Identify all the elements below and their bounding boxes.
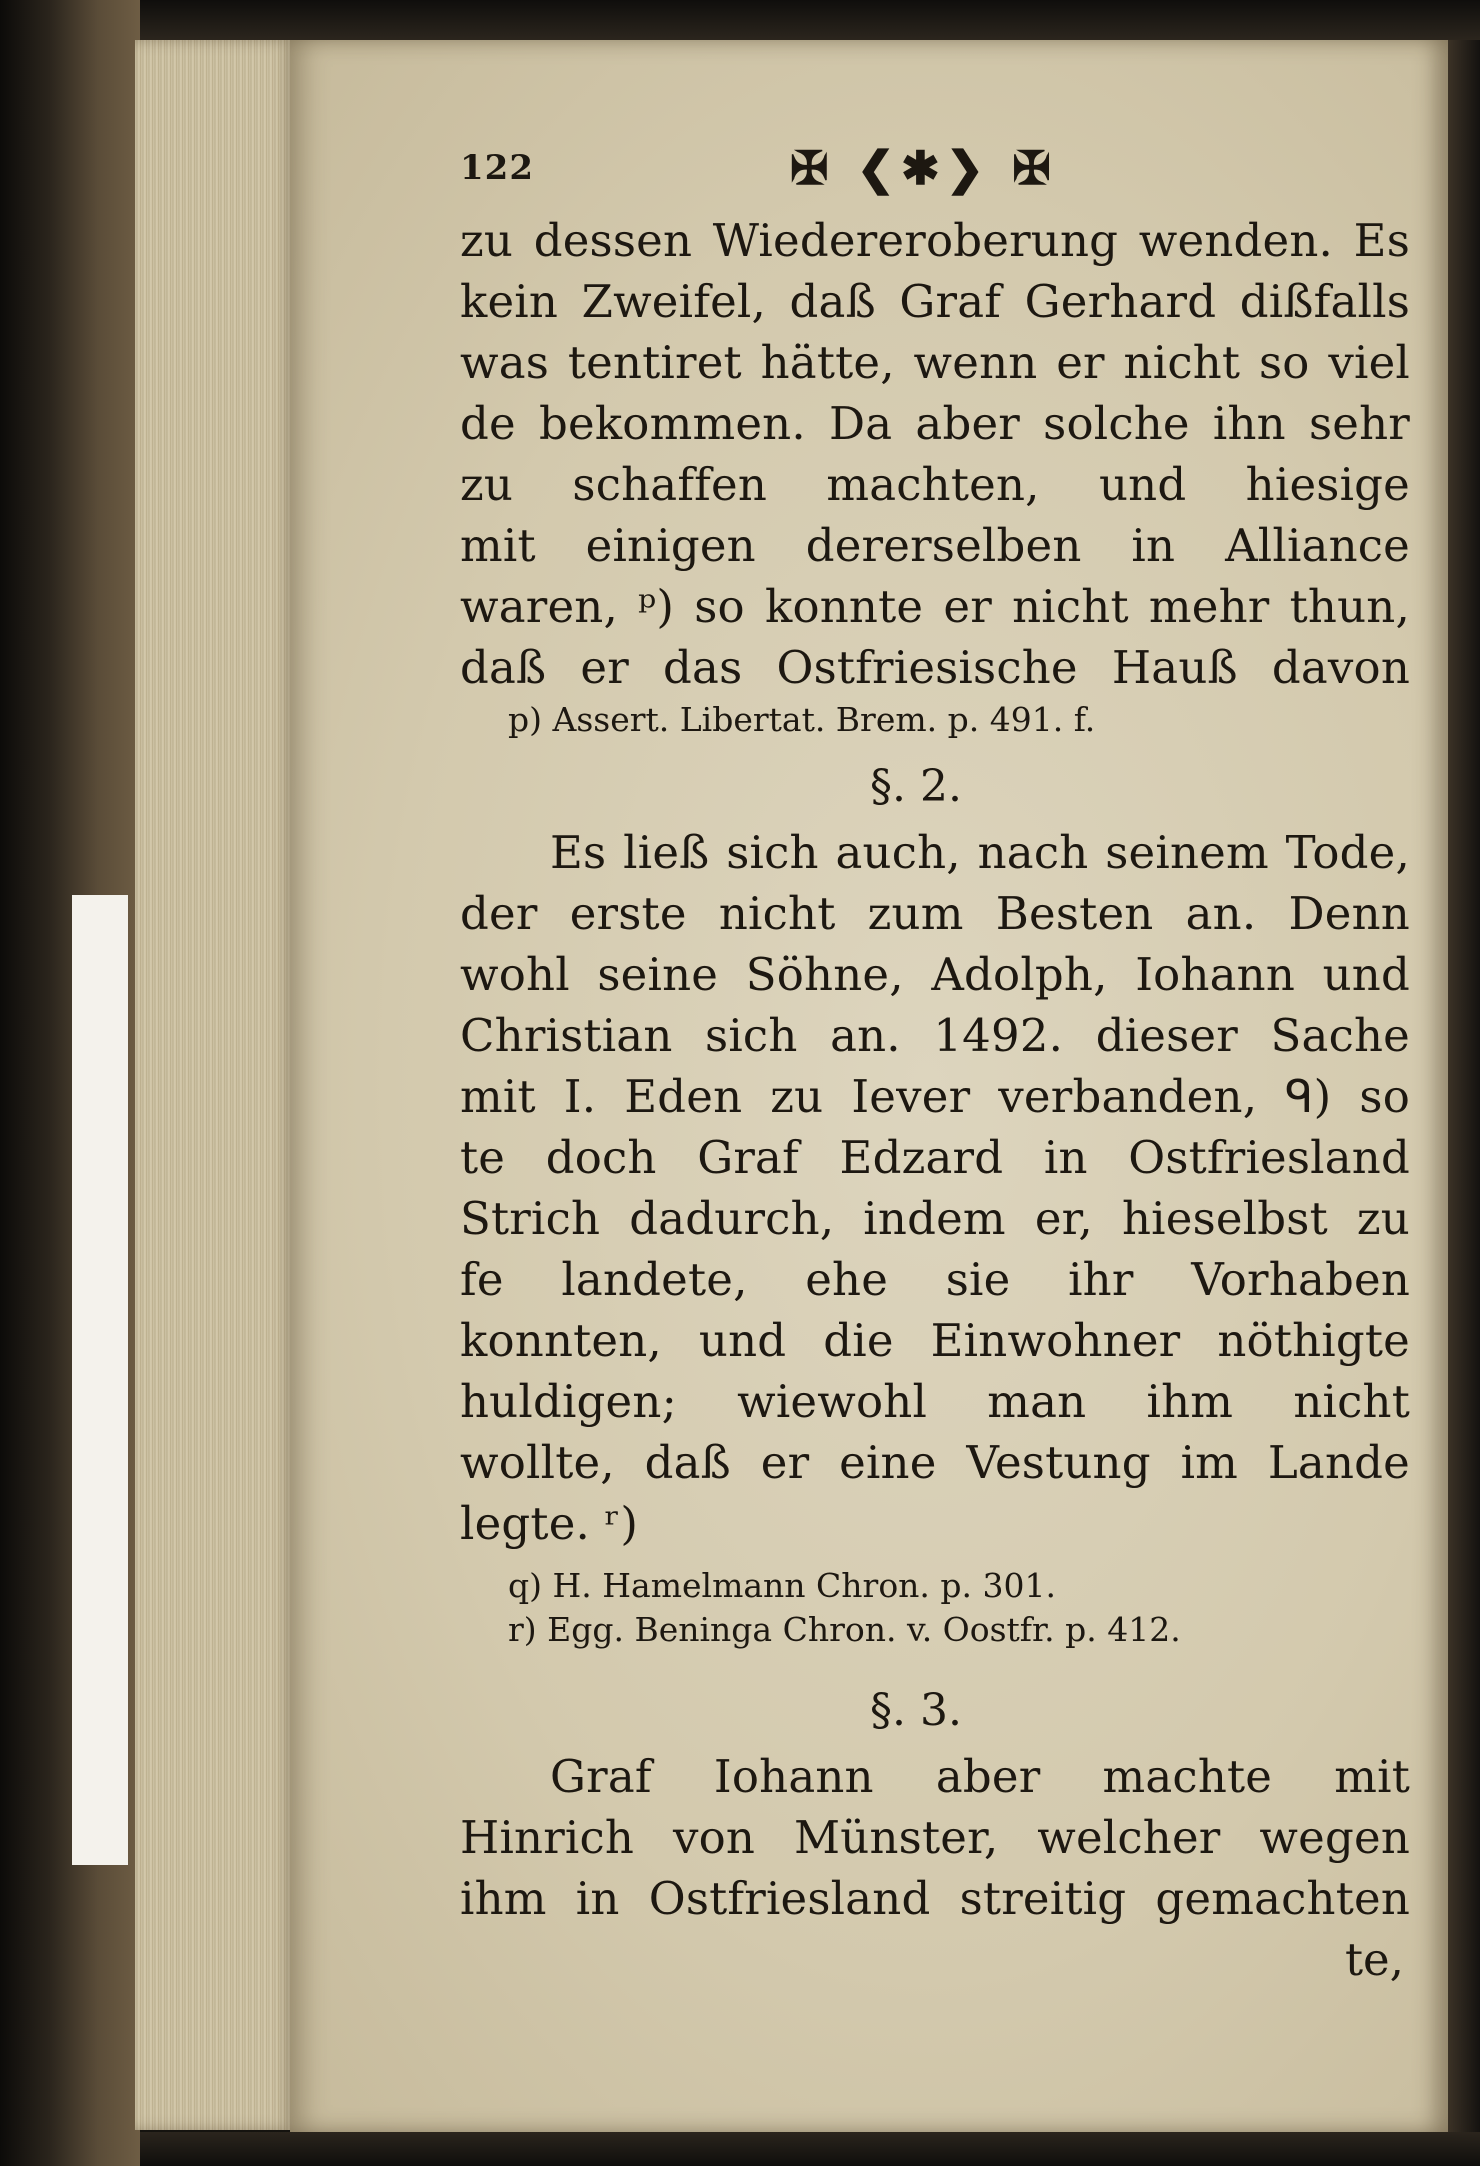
text-line: de bekommen. Da aber solche ihn sehr <box>460 397 1410 450</box>
text-line: wohl seine Söhne, Adolph, Iohann und <box>460 948 1410 1001</box>
page-number: 122 <box>460 148 534 188</box>
catchword: te, <box>1344 1933 1404 1986</box>
footnote-r: r) Egg. Beninga Chron. v. Oostfr. p. 412. <box>508 1610 1181 1649</box>
footnote-p: p) Assert. Libertat. Brem. p. 491. f. <box>508 700 1096 739</box>
text-line: te doch Graf Edzard in Ostfriesland <box>460 1131 1410 1184</box>
text-line: Strich dadurch, indem er, hieselbst zu <box>460 1192 1410 1245</box>
text-line: zu schaffen machten, und hiesige <box>460 458 1410 511</box>
section-2-text <box>460 822 1410 1554</box>
text-line: mit I. Eden zu Iever verbanden, ᑫ) so <box>460 1070 1410 1123</box>
page-edges <box>135 40 295 2130</box>
text-line: Christian sich an. 1492. dieser Sache <box>460 1009 1410 1062</box>
text-line: kein Zweifel, daß Graf Gerhard dißfalls <box>460 275 1410 328</box>
running-header <box>460 140 1410 200</box>
text-line: waren, ᵖ) so konnte er nicht mehr thun, <box>460 580 1410 633</box>
text-line: ihm in Ostfriesland streitig gemachten <box>460 1872 1410 1925</box>
text-line: Graf Iohann aber machte mit <box>550 1750 1410 1803</box>
page-text <box>460 140 1410 1990</box>
section-heading-3: §. 3. <box>870 1685 962 1736</box>
text-line: zu dessen Wiedereroberung wenden. Es <box>460 214 1410 267</box>
footnote-q: q) H. Hamelmann Chron. p. 301. <box>508 1566 1056 1605</box>
text-line: daß er das Ostfriesische Hauß davon <box>460 641 1410 694</box>
text-line: huldigen; wiewohl man ihm nicht <box>460 1375 1410 1428</box>
right-edge <box>1448 0 1480 2166</box>
text-line: was tentiret hätte, wenn er nicht so viel <box>460 336 1410 389</box>
header-ornament: ✠ ❮✱❯ ✠ <box>790 141 1057 195</box>
section-heading-2: §. 2. <box>870 761 962 812</box>
text-line: legte. ʳ) <box>460 1497 639 1550</box>
text-line: wollte, daß er eine Vestung im Lande <box>460 1436 1410 1489</box>
text-line: Hinrich von Münster, welcher wegen <box>460 1811 1410 1864</box>
top-edge <box>140 0 1480 40</box>
paragraph-1 <box>460 210 1410 698</box>
text-line: fe landete, ehe sie ihr Vorhaben <box>460 1253 1410 1306</box>
text-line: der erste nicht zum Besten an. Denn <box>460 887 1410 940</box>
bottom-edge <box>140 2132 1480 2166</box>
text-line: Es ließ sich auch, nach seinem Tode, <box>550 826 1410 879</box>
text-line: konnten, und die Einwohner nöthigte <box>460 1314 1410 1367</box>
section-3-text <box>460 1746 1410 1929</box>
text-line: mit einigen dererselben in Alliance <box>460 519 1410 572</box>
calibration-strip <box>72 895 128 1865</box>
